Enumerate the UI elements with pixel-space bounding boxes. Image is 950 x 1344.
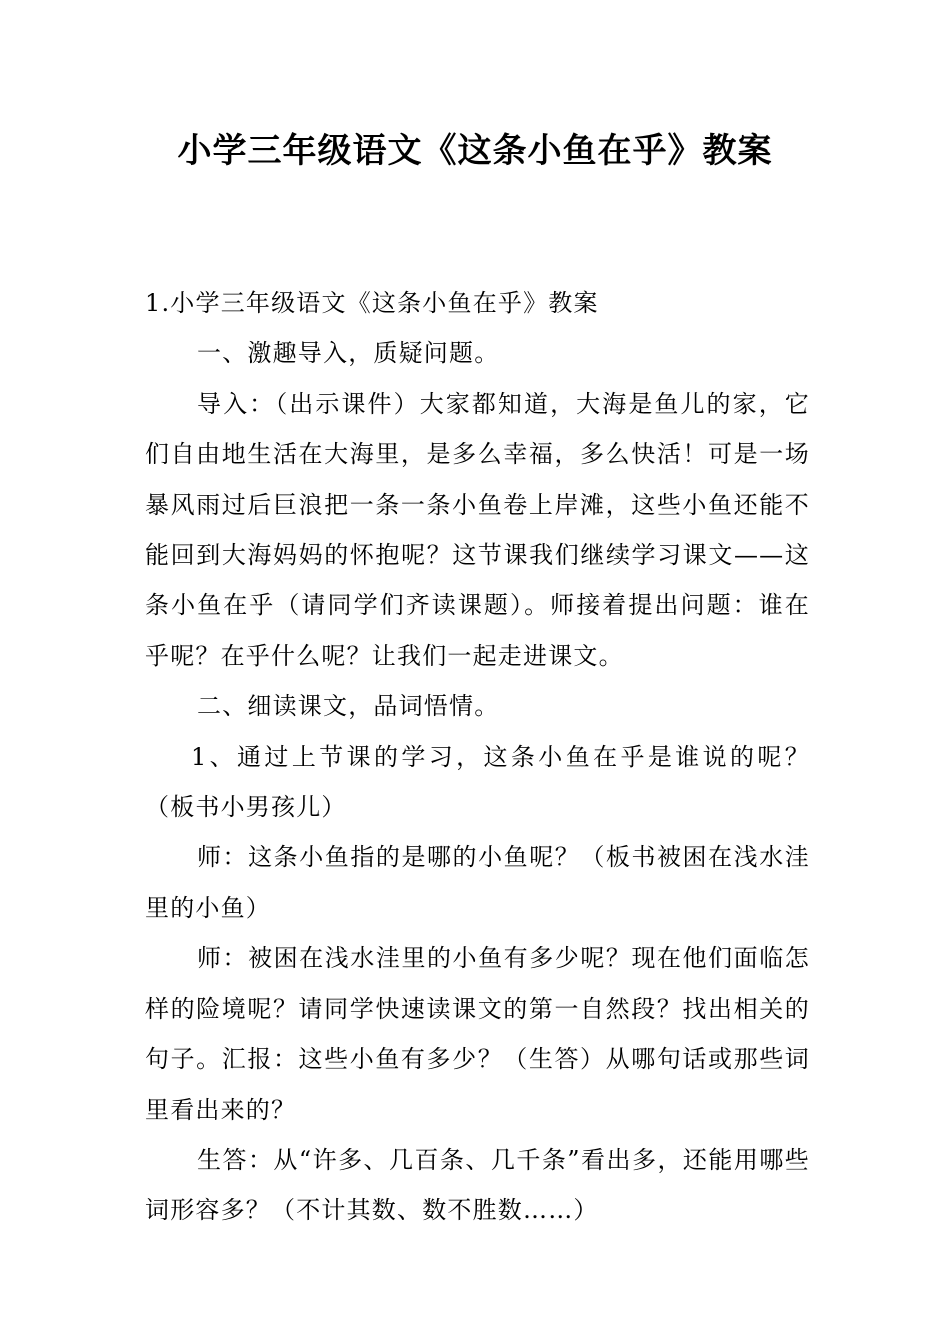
paragraph-teacher-2: 师：被困在浅水洼里的小鱼有多少呢？现在他们面临怎样的险境呢？请同学快速读课文的第一自然段？找出相关的句子。汇报：这些小鱼有多少？（生答）从哪句话或那些词里看出来的？	[145, 944, 810, 1124]
paragraph-question-1: 1、通过上节课的学习，这条小鱼在乎是谁说的呢？（板书小男孩儿）	[145, 742, 810, 822]
paragraph-intro: 导入：（出示课件）大家都知道，大海是鱼儿的家，它们自由地生活在大海里，是多么幸福，多么快活！可是一场暴风雨过后巨浪把一条一条小鱼卷上岸滩，这些小鱼还能不能回到大海妈妈的怀抱呢？这节课我们继续学习课文——这条小鱼在乎（请同学们齐读课题）。师接着提出问题：谁在乎呢？在乎什么呢？让我们一起走进课文。	[145, 389, 810, 670]
document-body	[145, 278, 810, 1236]
document-title: 小学三年级语文《这条小鱼在乎》教案	[177, 131, 773, 171]
section-heading-2: 二、细读课文，品词悟情。	[197, 692, 500, 721]
section-heading-1: 一、激趣导入，质疑问题。	[197, 339, 500, 368]
paragraph-teacher-1: 师：这条小鱼指的是哪的小鱼呢？（板书被困在浅水洼里的小鱼）	[145, 843, 810, 922]
paragraph-heading: 1.小学三年级语文《这条小鱼在乎》教案	[145, 289, 599, 317]
paragraph-student-answer: 生答：从“许多、几百条、几千条”看出多，还能用哪些词形容多？（不计其数、数不胜数……）	[145, 1145, 810, 1225]
